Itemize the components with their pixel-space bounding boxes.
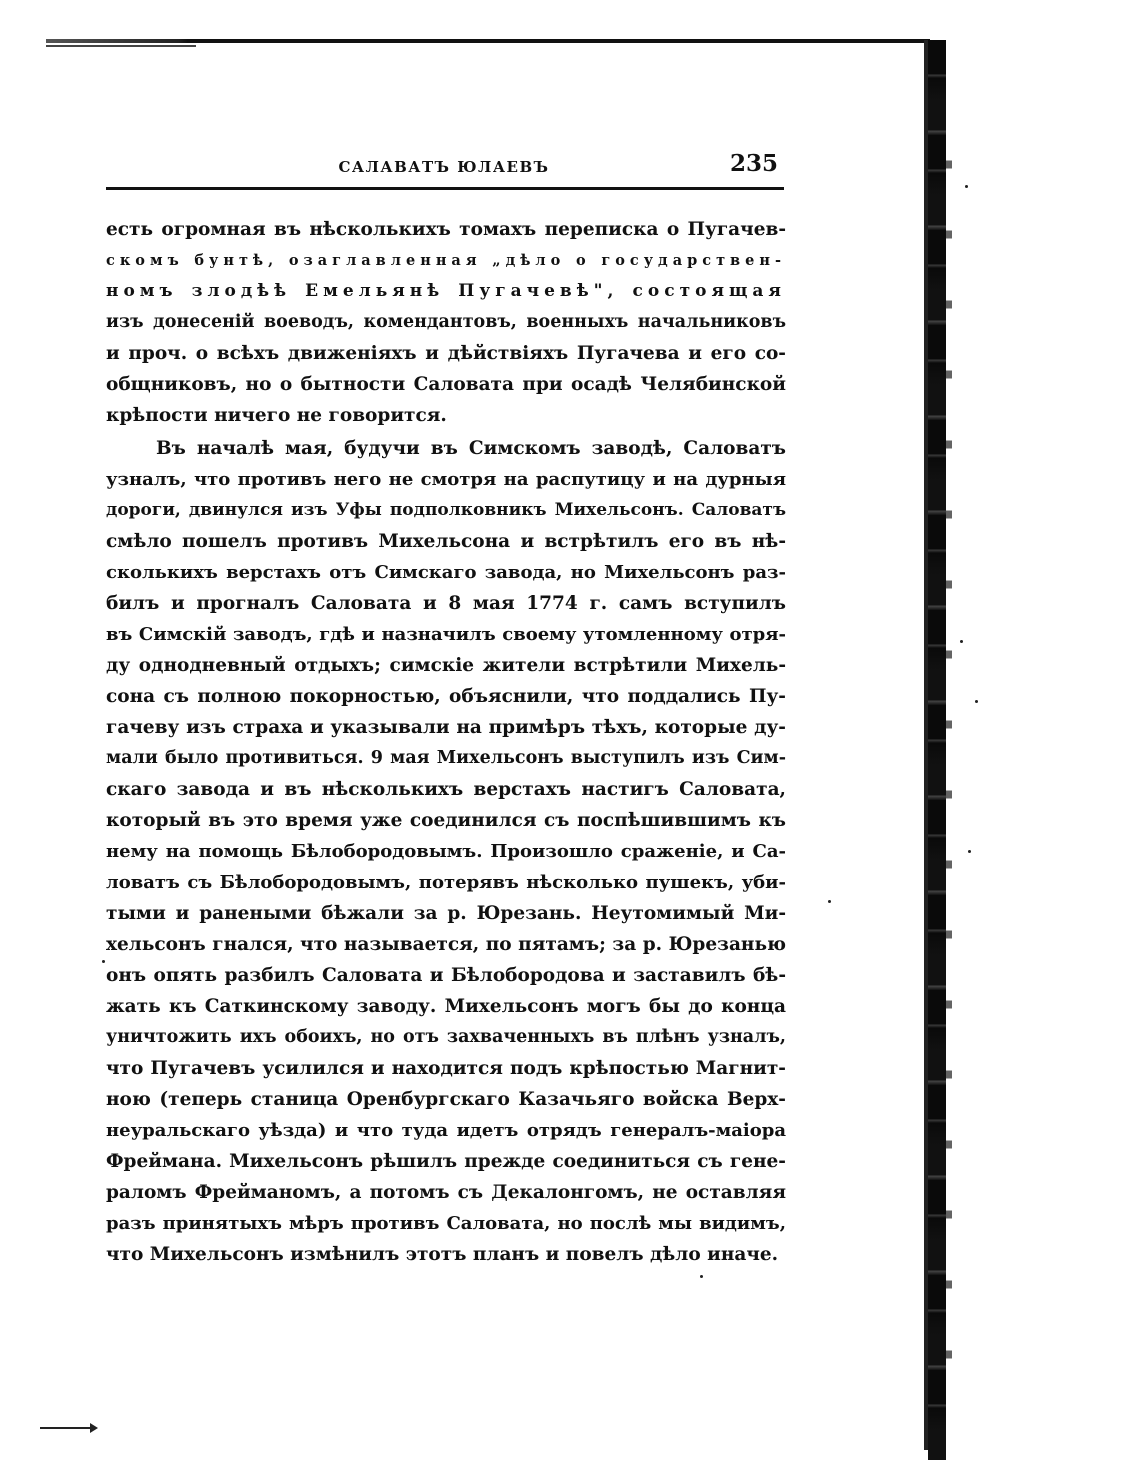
text-line: тыми и ранеными бѣжали за р. Юрезань. Неутомимый Ми- bbox=[106, 903, 786, 924]
scan-speck bbox=[965, 185, 968, 188]
running-title: САЛАВАТЪ ЮЛАЕВЪ bbox=[338, 158, 550, 176]
text-line: нему на помощь Бѣлобородовымъ. Произошло сраженіе, и Са- bbox=[106, 841, 786, 862]
text-line: который въ это время уже соединился съ поспѣшившимъ къ bbox=[106, 810, 786, 831]
paragraph-1 bbox=[106, 214, 786, 431]
text-line: общниковъ, но о бытности Саловата при осадѣ Челябинской bbox=[106, 374, 786, 395]
text-line: номъ злодѣѣ Емельянѣ Пугачевѣ", состоящая bbox=[106, 281, 786, 301]
text-line: ною (теперь станица Оренбургскаго Казачьяго войска Верх- bbox=[106, 1089, 786, 1110]
page-number: 235 bbox=[729, 150, 778, 177]
scan-bottom-mark bbox=[40, 1427, 92, 1429]
text-line: онъ опять разбилъ Саловата и Бѣлобородова и заставилъ бѣ- bbox=[106, 965, 786, 986]
text-line: хельсонъ гнался, что называется, по пятамъ; за р. Юрезанью bbox=[106, 934, 786, 955]
text-line: скаго завода и въ нѣсколькихъ верстахъ настигъ Саловата, bbox=[106, 779, 786, 800]
text-line: и проч. о всѣхъ движеніяхъ и дѣйствіяхъ Пугачева и его со- bbox=[106, 343, 786, 364]
text-line: сколькихъ верстахъ отъ Симскаго завода, но Михельсонъ раз- bbox=[106, 562, 786, 583]
text-line: что Пугачевъ усилился и находится подъ крѣпостью Магнит- bbox=[106, 1058, 786, 1079]
text-line: жать къ Саткинскому заводу. Михельсонъ могъ бы до конца bbox=[106, 996, 786, 1017]
scan-speck bbox=[700, 1275, 703, 1278]
page-body bbox=[106, 214, 786, 1272]
text-line: скомъ бунтѣ, озаглавленная „дѣло о государствен- bbox=[106, 252, 786, 269]
text-line: гачеву изъ страха и указывали на примѣръ тѣхъ, которые ду- bbox=[106, 717, 786, 738]
running-head bbox=[106, 150, 782, 184]
text-line: ду однодневный отдыхъ; симскіе жители встрѣтили Михель- bbox=[106, 655, 786, 676]
scan-speck bbox=[968, 850, 971, 853]
scan-speck bbox=[828, 900, 831, 903]
text-line: Фреймана. Михельсонъ рѣшилъ прежде соединиться съ гене- bbox=[106, 1151, 786, 1172]
paragraph-2 bbox=[106, 433, 786, 1270]
text-line: смѣло пошелъ противъ Михельсона и встрѣтилъ его въ нѣ- bbox=[106, 531, 786, 552]
text-line: неуральскаго уѣзда) и что туда идетъ отрядъ генералъ-маіора bbox=[106, 1120, 786, 1141]
text-line: узналъ, что противъ него не смотря на распутицу и на дурныя bbox=[106, 469, 786, 490]
text-line: уничтожить ихъ обоихъ, но отъ захваченныхъ въ плѣнъ узналъ, bbox=[106, 1027, 786, 1047]
scan-top-edge-thin bbox=[46, 45, 196, 47]
scan-top-edge bbox=[46, 39, 930, 43]
scan-speck bbox=[960, 640, 963, 643]
scan-bottom-arrow bbox=[90, 1423, 98, 1433]
text-line: что Михельсонъ измѣнилъ этотъ планъ и повелъ дѣло иначе. bbox=[106, 1244, 779, 1265]
text-line: есть огромная въ нѣсколькихъ томахъ переписка о Пугачев- bbox=[106, 219, 786, 240]
header-rule bbox=[106, 187, 784, 190]
text-line: дороги, двинулся изъ Уфы подполковникъ Михельсонъ. Саловатъ bbox=[106, 500, 786, 520]
text-line: ловатъ съ Бѣлобородовымъ, потерявъ нѣсколько пушекъ, уби- bbox=[106, 872, 786, 893]
text-line: раломъ Фрейманомъ, а потомъ съ Декалонгомъ, не оставляя bbox=[106, 1182, 786, 1203]
book-spine-shadow bbox=[928, 40, 946, 1460]
text-line: мали было противиться. 9 мая Михельсонъ выступилъ изъ Сим- bbox=[106, 748, 786, 768]
book-spine-noise bbox=[946, 120, 952, 1420]
text-line: разъ принятыхъ мѣръ противъ Саловата, но послѣ мы видимъ, bbox=[106, 1213, 786, 1234]
scan-speck bbox=[975, 700, 978, 703]
text-line: крѣпости ничего не говорится. bbox=[106, 405, 447, 426]
text-line: изъ донесеній воеводъ, комендантовъ, военныхъ начальниковъ bbox=[106, 312, 786, 332]
text-line: сона съ полною покорностью, объяснили, что поддались Пу- bbox=[106, 686, 786, 707]
text-line: Въ началѣ мая, будучи въ Симскомъ заводѣ, Саловатъ bbox=[156, 438, 786, 459]
text-line: въ Симскій заводъ, гдѣ и назначилъ своему утомленному отря- bbox=[106, 624, 786, 645]
text-line: билъ и прогналъ Саловата и 8 мая 1774 г. самъ вступилъ bbox=[106, 593, 786, 614]
scan-speck bbox=[102, 960, 105, 963]
